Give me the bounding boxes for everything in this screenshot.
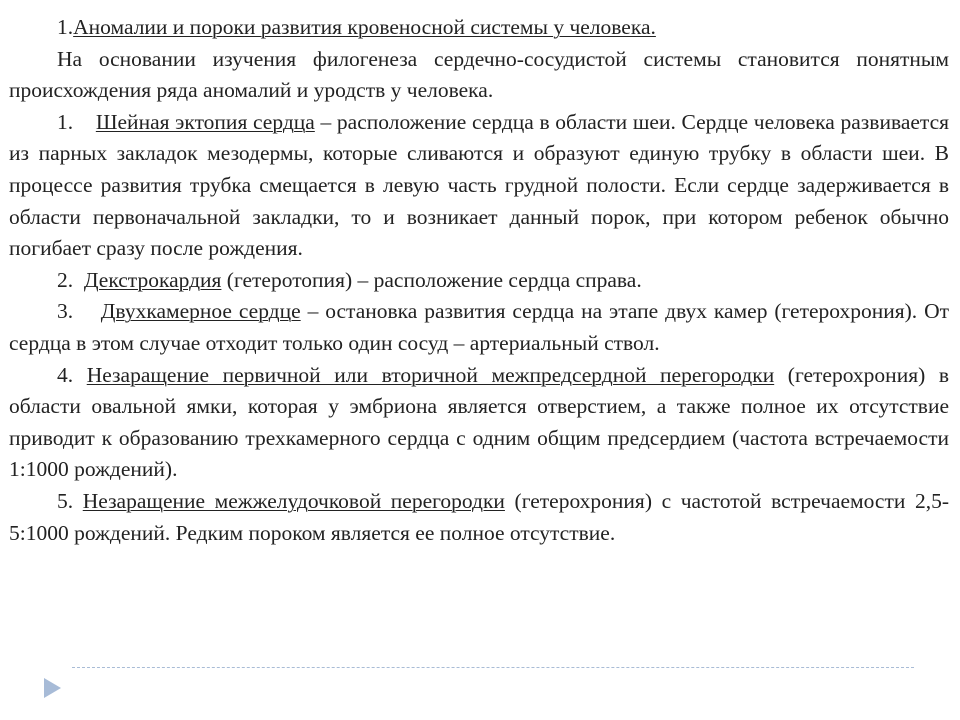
item-5-text: (гетерохрония) с частотой встречаемости 2,5-5:1000 рождений. Редким пороком является ее полное отсутствие. [9,488,950,545]
item-2 [9,265,949,297]
item-5-number: 5. [57,488,74,513]
item-4-text: (гетерохрония) в области овальной ямки, которая у эмбриона является отверстием, а также полное их отсутствие приводит к образованию трехкамерного сердца с одним общим предсердием (частота встречаемости 1:1000 рождений). [9,362,949,482]
item-3-number: 3. [57,299,74,324]
item-3-term: Двухкамерное сердце [100,299,301,324]
play-triangle-icon [44,678,61,698]
item-2-term: Декстрокардия [83,267,222,292]
item-2-number: 2. [57,267,74,292]
bottom-dashed-rule [72,667,914,668]
heading-number: 1. [57,15,74,39]
item-1-text: – расположение сердца в области шеи. Сердце человека развивается из парных закладок мезодермы, которые сливаются и образуют единую трубку в области шеи. В процессе развития трубка смещается в левую часть грудной полости. Если сердце задерживается в области первоначальной закладки, то и возникает данный порок, при котором ребенок обычно погибает сразу после рождения. [9,109,950,261]
intro-paragraph: На основании изучения филогенеза сердечно-сосудистой системы становится понятным происхождения ряда аномалий и уродств у человека. [9,46,949,103]
item-1 [9,107,949,265]
item-4-term: Незаращение первичной или вторичной межпредсердной перегородки [86,362,775,387]
item-4 [9,360,949,486]
item-5-term: Незаращение межжелудочковой перегородки [82,488,505,513]
item-5 [9,486,949,549]
item-4-number: 4. [57,362,74,387]
item-1-term: Шейная эктопия сердца [95,109,315,134]
text-block [9,12,949,549]
item-3 [9,296,949,359]
heading-text: Аномалии и пороки развития кровеносной системы у человека. [73,15,656,39]
item-3-text: – остановка развития сердца на этапе двух камер (гетерохрония). От сердца в этом случае отходит только один сосуд – артериальный ствол. [9,299,950,355]
heading [9,12,949,44]
item-1-number: 1. [57,109,74,134]
item-2-text: (гетеротопия) – расположение сердца справа. [221,267,642,292]
